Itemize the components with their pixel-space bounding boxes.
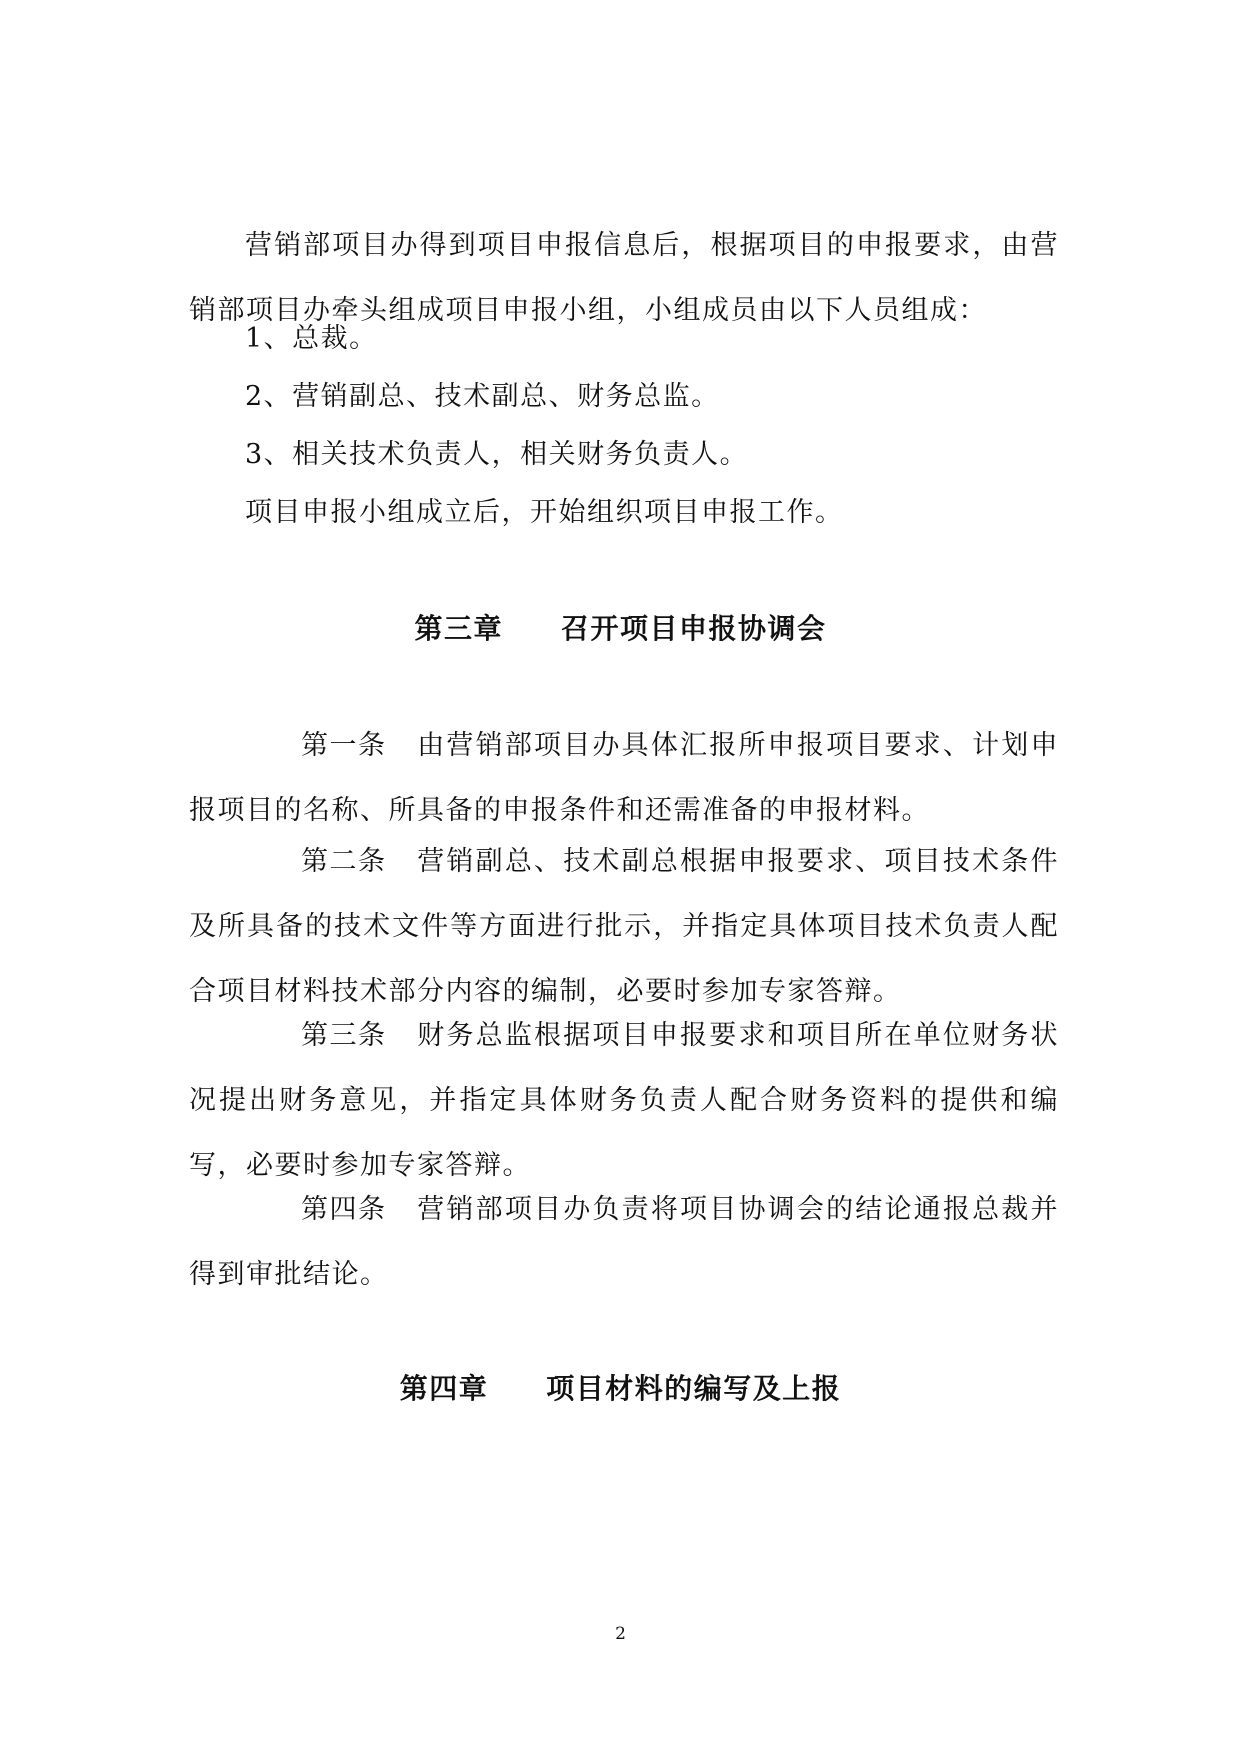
list-item: 1、总裁。 bbox=[245, 323, 378, 354]
chapter-3-title: 召开项目申报协调会 bbox=[561, 612, 827, 645]
article-label: 第四条 bbox=[301, 1194, 387, 1225]
article-4 bbox=[189, 1177, 1059, 1307]
intro-closing-paragraph: 项目申报小组成立后，开始组织项目申报工作。 bbox=[245, 497, 844, 528]
chapter-3-heading bbox=[0, 609, 1241, 649]
article-text: 营销副总、技术副总根据申报要求、项目技术条件及所具备的技术文件等方面进行批示，并指定具体项目技术负责人配合项目材料技术部分内容的编制，必要时参加专家答辩。 bbox=[189, 846, 1059, 1007]
article-label: 第一条 bbox=[301, 730, 387, 761]
chapter-4-title: 项目材料的编写及上报 bbox=[546, 1372, 842, 1405]
list-item: 2、营销副总、技术副总、财务总监。 bbox=[245, 381, 720, 412]
chapter-4-number: 第四章 bbox=[399, 1372, 489, 1405]
article-label: 第三条 bbox=[301, 1020, 387, 1051]
article-text: 营销部项目办负责将项目协调会的结论通报总裁并得到审批结论。 bbox=[189, 1194, 1059, 1290]
list-item: 3、相关技术负责人，相关财务负责人。 bbox=[245, 439, 749, 470]
article-text: 财务总监根据项目申报要求和项目所在单位财务状况提出财务意见，并指定具体财务负责人配合财务资料的提供和编写，必要时参加专家答辩。 bbox=[189, 1020, 1059, 1181]
chapter-4-heading bbox=[0, 1369, 1241, 1409]
article-label: 第二条 bbox=[301, 846, 387, 877]
chapter-3-number: 第三章 bbox=[414, 612, 503, 645]
article-1 bbox=[189, 713, 1059, 843]
article-text: 由营销部项目办具体汇报所申报项目要求、计划申报项目的名称、所具备的申报条件和还需准备的申报材料。 bbox=[189, 730, 1059, 826]
article-3 bbox=[189, 1003, 1059, 1198]
page-number: 2 bbox=[615, 1624, 626, 1644]
intro-paragraph: 营销部项目办得到项目申报信息后，根据项目的申报要求，由营销部项目办牵头组成项目申报小组，小组成员由以下人员组成： bbox=[189, 230, 1059, 326]
article-2 bbox=[189, 829, 1059, 1024]
